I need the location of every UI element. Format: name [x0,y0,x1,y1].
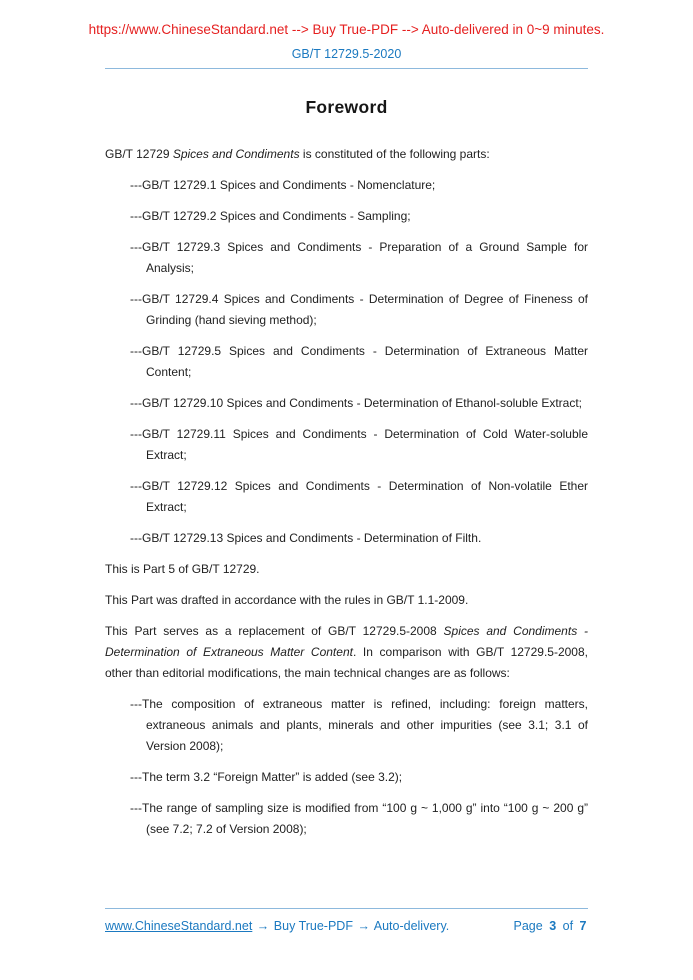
changes-list-item: ---The term 3.2 “Foreign Matter” is added (see 3.2); [130,770,403,784]
page-footer [105,902,588,934]
current-page-number: 3 [549,919,557,933]
of-label: of [562,919,574,933]
footer-divider [105,908,588,909]
parts-list-item: ---GB/T 12729.11 Spices and Condiments - Determination of Cold Water-soluble Extract; [130,427,588,462]
promo-banner [0,0,693,38]
footer-delivery-label: Auto-delivery. [373,919,450,933]
body-paragraph: This is Part 5 of GB/T 12729. [105,562,260,576]
arrow-right-icon: → [256,919,270,933]
page-indicator [512,918,588,934]
parts-list-item: ---GB/T 12729.3 Spices and Condiments - Preparation of a Ground Sample for Analysis; [130,240,588,275]
page-header [0,0,693,69]
footer-promo [105,918,449,934]
parts-list-item: ---GB/T 12729.12 Spices and Condiments - Determination of Non-volatile Ether Extract; [130,479,588,514]
arrow-right-icon: → [357,919,370,933]
intro-paragraph: GB/T 12729 Spices and Condiments is constituted of the following parts: [105,147,490,161]
changes-list-item: ---The composition of extraneous matter is refined, including: foreign matters, extraneous animals and plants, minerals and other impurities (see 3.1; 3.1 of Version 2008); [130,697,588,753]
parts-list-item: ---GB/T 12729.4 Spices and Condiments - Determination of Degree of Fineness of Grinding (hand sieving method); [130,292,588,327]
document-body [0,97,693,840]
parts-list-item: ---GB/T 12729.10 Spices and Condiments - Determination of Ethanol-soluble Extract; [130,396,583,410]
footer-buy-label: Buy True-PDF [273,919,353,933]
parts-list-item: ---GB/T 12729.1 Spices and Condiments - Nomenclature; [130,178,436,192]
page-title: Foreword [305,97,388,117]
footer-site-link[interactable]: www.ChineseStandard.net [105,919,253,933]
promo-link[interactable]: https://www.ChineseStandard.net --> Buy True-PDF --> Auto-delivered in 0~9 minutes. [88,22,605,37]
total-pages-number: 7 [579,919,587,933]
changes-list-item: ---The range of sampling size is modified from “100 g ~ 1,000 g” into “100 g ~ 200 g” (see 7.2; 7.2 of Version 2008); [130,801,588,836]
replacement-paragraph: This Part serves as a replacement of GB/T 12729.5-2008 Spices and Condiments - Determination of Extraneous Matter Content. In comparison with GB/T 12729.5-2008, other than editorial modifications, the main technical changes are as follows: [105,624,588,680]
page-label: Page [513,919,543,933]
body-paragraph: This Part was drafted in accordance with the rules in GB/T 1.1-2009. [105,593,469,607]
parts-list-item: ---GB/T 12729.5 Spices and Condiments - Determination of Extraneous Matter Content; [130,344,588,379]
parts-list-item: ---GB/T 12729.2 Spices and Condiments - Sampling; [130,209,411,223]
standard-number: GB/T 12729.5-2020 [291,47,402,61]
header-divider [105,68,588,69]
parts-list-item: ---GB/T 12729.13 Spices and Condiments - Determination of Filth. [130,531,482,545]
